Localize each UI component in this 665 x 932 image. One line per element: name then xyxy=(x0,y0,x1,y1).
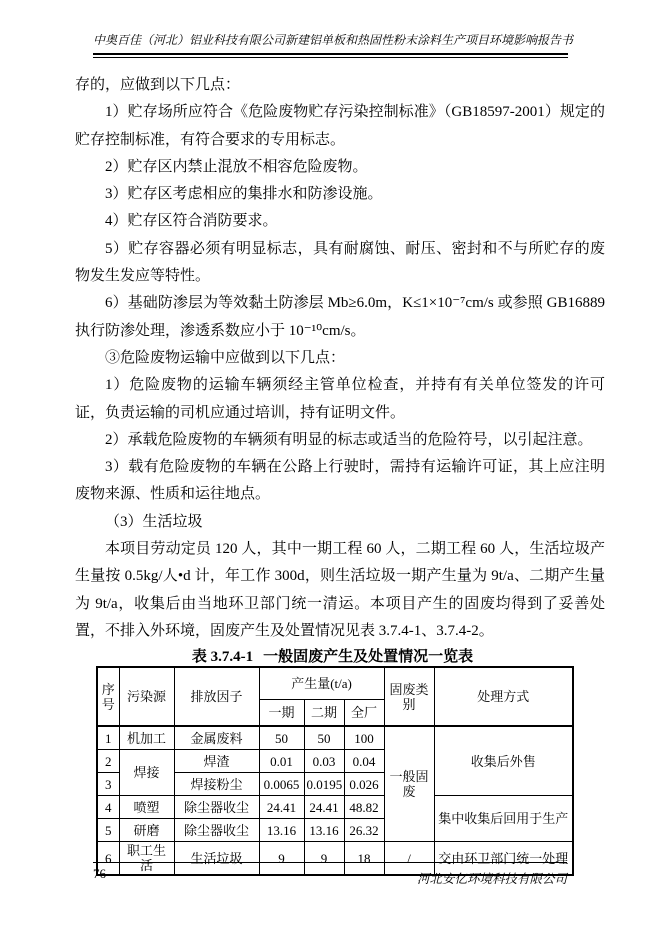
header-cell-no: 序号 xyxy=(97,667,119,726)
table-cell: 职工生活 xyxy=(119,842,174,876)
paragraph: 1）危险废物的运输车辆须经主管单位检查，并持有有关单位签发的许可证，负责运输的司机应通过培训，持有证明文件。 xyxy=(75,377,605,421)
paragraph: 6）基础防渗层为等效黏土防渗层 Mb≥6.0m，K≤1×10⁻⁷cm/s 或参照 GB16889 执行防渗处理，渗透系数应小于 10⁻¹⁰cm/s。 xyxy=(75,295,605,339)
solid-waste-table xyxy=(96,666,574,876)
table-cell: 机加工 xyxy=(119,726,174,750)
table-cell: 除尘器收尘 xyxy=(174,819,259,842)
paragraph: 本项目劳动定员 120 人，其中一期工程 60 人，二期工程 60 人，生活垃圾产生量按 0.5kg/人•d 计，年工作 300d，则生活垃圾一期产生量为 9t/a、二期产生量为 9t/a，收集后由当地环卫部门统一清运。本项目产生的固废均得到了妥善处置，不排入外环境，固废产生及处置情况见表 3.7.4-1、3.7.4-2。 xyxy=(75,541,605,639)
table-cell: 金属废料 xyxy=(174,726,259,750)
table-cell: 喷塑 xyxy=(119,796,174,819)
header-cell-phase2: 二期 xyxy=(304,700,344,727)
header-rule-thin xyxy=(93,57,568,58)
header-double-rule xyxy=(93,53,568,58)
table-caption-text: 一般固废产生及处置情况一览表 xyxy=(263,648,474,665)
table-cell: 9 xyxy=(304,842,344,876)
table-cell: 13.16 xyxy=(259,819,304,842)
table-cell: 48.82 xyxy=(344,796,384,819)
table-cell: 焊接粉尘 xyxy=(174,773,259,796)
table-caption xyxy=(0,645,665,666)
table-cell: 0.0195 xyxy=(304,773,344,796)
table-cell: 0.01 xyxy=(259,750,304,773)
footer-company-name: 河北安亿环境科技有限公司 xyxy=(416,872,567,886)
table-cell: 5 xyxy=(97,819,119,842)
table-cell: 0.03 xyxy=(304,750,344,773)
paragraph: 1）贮存场所应符合《危险废物贮存污染控制标准》（GB18597-2001）规定的贮存控制标准，有符合要求的专用标志。 xyxy=(75,104,605,148)
table-cell: 0.04 xyxy=(344,750,384,773)
header-rule-thick xyxy=(93,53,568,55)
table-cell: 50 xyxy=(304,726,344,750)
table-cell: 26.32 xyxy=(344,819,384,842)
header-cell-disposal: 处理方式 xyxy=(434,667,573,726)
table-cell: 0.0065 xyxy=(259,773,304,796)
paragraph: （3）生活垃圾 xyxy=(105,513,203,530)
table-cell-disposal-sell: 收集后外售 xyxy=(434,726,573,796)
table-caption-number: 表 3.7.4-1 xyxy=(191,649,254,665)
table-cell: 50 xyxy=(259,726,304,750)
footer-rule xyxy=(93,862,567,863)
table-cell: 研磨 xyxy=(119,819,174,842)
paragraph: 3）贮存区考虑相应的集排水和防渗设施。 xyxy=(105,186,383,203)
paragraph: 2）承载危险废物的车辆须有明显的标志或适当的危险符号，以引起注意。 xyxy=(105,431,593,448)
table-cell: 1 xyxy=(97,726,119,750)
table-cell: 4 xyxy=(97,796,119,819)
table-cell: 生活垃圾 xyxy=(174,842,259,876)
table-cell: 9 xyxy=(259,842,304,876)
header-cell-source: 污染源 xyxy=(119,667,174,726)
table-cell: 24.41 xyxy=(259,796,304,819)
paragraph: 2）贮存区内禁止混放不相容危险废物。 xyxy=(105,158,368,175)
table-cell: 18 xyxy=(344,842,384,876)
header-cell-total: 全厂 xyxy=(344,700,384,727)
paragraph: 4）贮存区符合消防要求。 xyxy=(105,213,278,230)
table-cell: 3 xyxy=(97,773,119,796)
table-cell: 0.026 xyxy=(344,773,384,796)
paragraph: 存的，应做到以下几点： xyxy=(75,77,241,93)
body-text xyxy=(75,72,605,645)
table-cell-disposal-reuse: 集中收集后回用于生产 xyxy=(434,796,573,842)
page-header-title: 中奥百佳（河北）铝业科技有限公司新建铝单板和热固性粉末涂料生产项目环境影响报告书 xyxy=(93,33,574,47)
table-cell-source-welding: 焊接 xyxy=(119,750,174,796)
paragraph: 3）载有危险废物的车辆在公路上行驶时，需持有运输许可证，其上应注明废物来源、性质和运往地点。 xyxy=(75,459,605,503)
table-cell: 6 xyxy=(97,842,119,876)
table-cell: 2 xyxy=(97,750,119,773)
header-cell-amount: 产生量(t/a) xyxy=(259,667,384,700)
paragraph: ③危险废物运输中应做到以下几点： xyxy=(105,349,346,366)
paragraph: 5）贮存容器必须有明显标志，具有耐腐蚀、耐压、密封和不与所贮存的废物发生发应等特性。 xyxy=(75,240,605,285)
table-cell: 除尘器收尘 xyxy=(174,796,259,819)
table-cell-category-general: 一般固废 xyxy=(384,726,434,842)
table-cell-category-slash: / xyxy=(384,842,434,876)
table-cell-disposal-sanitation: 交由环卫部门统一处理 xyxy=(434,842,573,876)
table-cell: 100 xyxy=(344,726,384,750)
header-cell-factor: 排放因子 xyxy=(174,667,259,726)
table-cell: 24.41 xyxy=(304,796,344,819)
header-cell-category: 固废类别 xyxy=(384,667,434,726)
table-cell: 13.16 xyxy=(304,819,344,842)
page-number: 76 xyxy=(93,866,106,881)
header-cell-phase1: 一期 xyxy=(259,700,304,727)
table-cell: 焊渣 xyxy=(174,750,259,773)
